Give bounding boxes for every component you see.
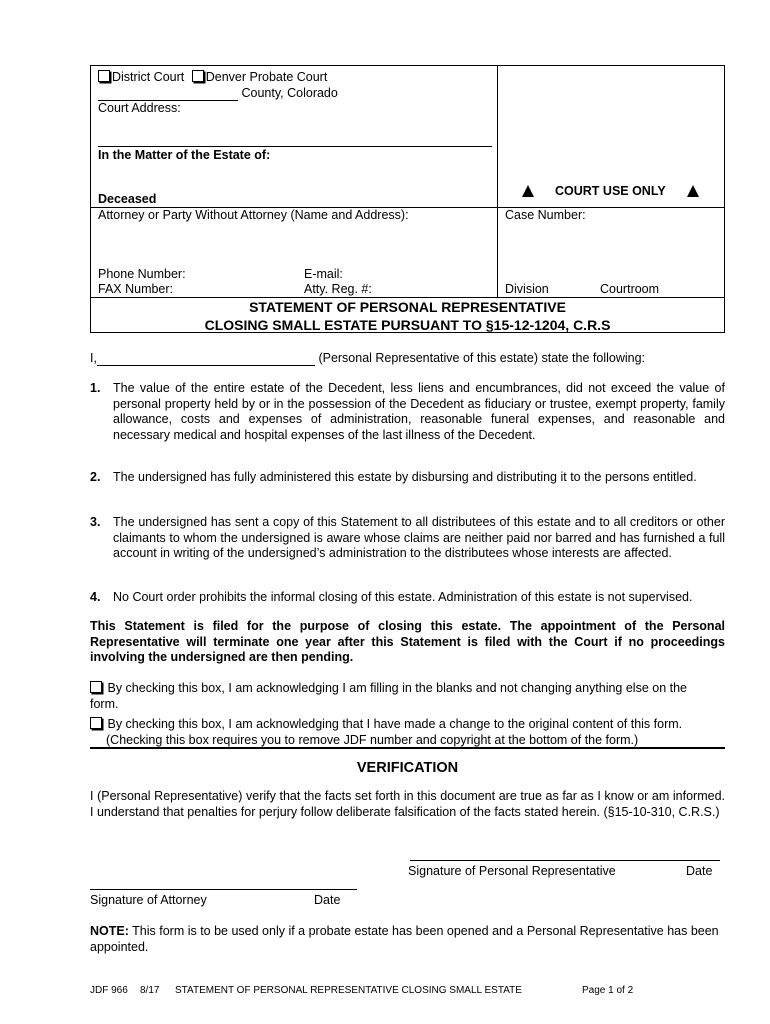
ack-checkbox-2-label: By checking this box, I am acknowledging that I have made a change to the original content of this form. [107,717,683,731]
ack-checkbox-2[interactable] [90,717,102,729]
intro-row [90,351,645,366]
note-text: This form is to be used only if a probate estate has been opened and a Personal Representative has been appointed. [90,924,719,954]
attorney-date-label: Date [314,893,341,907]
footer-revision: 8/17 [140,985,160,996]
item-number: 3. [90,515,101,529]
ack-checkbox-1-label: By checking this box, I am acknowledging I am filling in the blanks and not changing anything else on the form. [90,681,688,711]
item-number: 2. [90,470,101,484]
district-court-label: District Court [112,70,185,84]
court-address-line [98,146,492,147]
ack-checkbox-1-row [90,681,700,712]
court-address-label: Court Address: [98,101,181,115]
ack-checkbox-2-note: (Checking this box requires you to remove JDF number and copyright at the bottom of the form.) [106,733,639,747]
county-blank[interactable] [98,86,238,101]
note-label: NOTE: [90,924,129,938]
title-line-2: CLOSING SMALL ESTATE PURSUANT TO §15-12-1204, C.R.S [204,317,611,333]
county-row [98,86,338,101]
district-court-checkbox[interactable] [98,70,110,82]
email-label: E-mail: [304,267,343,281]
caption-divider [497,65,498,298]
denver-probate-checkbox[interactable] [192,70,204,82]
item-text: No Court order prohibits the informal closing of this estate. Administration of this estate is not supervised. [113,590,693,604]
ack-checkbox-2-row [90,717,725,733]
item-number: 1. [90,381,101,395]
county-label: County, Colorado [241,86,338,100]
attorney-signature-line[interactable] [90,889,357,890]
attorney-signature-label: Signature of Attorney [90,893,207,907]
verification-text: I (Personal Representative) verify that the facts set forth in this document are true as far as I know or am informed. I understand that penalties for perjury follow deliberate falsification of the facts stated herein. (§15-10-310, C.R.S.) [90,789,725,819]
ack-checkbox-1[interactable] [90,681,102,693]
denver-probate-label: Denver Probate Court [205,70,328,84]
item-text: The undersigned has sent a copy of this Statement to all distributees of this estate and to all creditors or other claimants to whom the undersigned is aware whose claims are neither paid nor barred and has furnished a full account in writing of the undersigned’s administration to the distributees whose interests are affected. [113,515,725,560]
pr-signature-label: Signature of Personal Representative [408,864,616,878]
division-label: Division [505,282,549,296]
pr-date-label: Date [686,864,713,878]
item-text: The undersigned has fully administered this estate by disbursing and distributing it to the persons entitled. [113,470,697,484]
up-triangle-icon [522,185,534,197]
court-use-only-label: COURT USE ONLY [555,184,666,198]
verification-heading: VERIFICATION [356,760,459,776]
form-title [90,298,725,334]
fax-label: FAX Number: [98,282,174,296]
footer-form-id: JDF 966 [90,985,128,996]
pr-signature-line[interactable] [410,860,720,861]
case-number-label: Case Number: [505,208,586,222]
footer-page: Page 1 of 2 [582,985,634,996]
deceased-label: Deceased [98,192,157,206]
atty-reg-label: Atty. Reg. #: [304,282,372,296]
court-type-row [98,70,327,84]
item-text: The value of the entire estate of the Decedent, less liens and encumbrances, did not exceed the value of personal property held by or in the possession of the Decedent as fiduciary or trustee, exempt property, family allowance, costs and expenses of administration, reasonable funeral expenses, and reasonable and necessary medical and hospital expenses of the last illness of the Decedent. [113,381,725,442]
court-use-only-row [522,184,702,200]
courtroom-label: Courtroom [600,282,660,296]
title-line-1: STATEMENT OF PERSONAL REPRESENTATIVE [249,299,566,315]
closing-notice: This Statement is filed for the purpose of closing this estate. The appointment of the Personal Representative will terminate one year after this Statement is filed with the Court if no proceedings involving the undersigned are then pending. [90,619,725,664]
phone-label: Phone Number: [98,267,186,281]
intro-prefix: I, [90,351,97,365]
intro-suffix: (Personal Representative of this estate) state the following: [318,351,645,365]
personal-rep-name-blank[interactable] [97,351,315,366]
item-number: 4. [90,590,101,604]
up-triangle-icon [687,185,699,197]
section-divider [90,747,725,749]
attorney-label: Attorney or Party Without Attorney (Name and Address): [98,208,409,222]
matter-of-estate-label: In the Matter of the Estate of: [98,148,271,162]
footer-title: STATEMENT OF PERSONAL REPRESENTATIVE CLOSING SMALL ESTATE [175,985,522,996]
note [90,924,725,955]
